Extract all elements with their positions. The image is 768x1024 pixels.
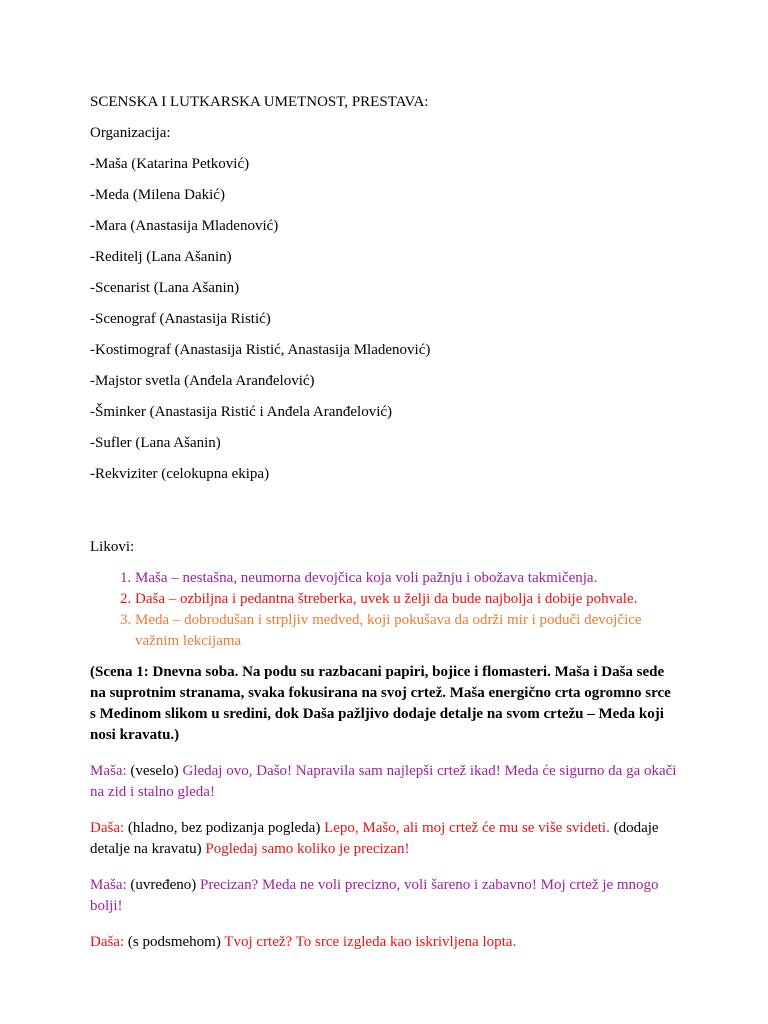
organization-item: -Scenograf (Anastasija Ristić) [90,311,271,327]
character-item-masa: 1. Maša – nestašna, neumorna devojčica koja voli pažnju i obožava takmičenja. [135,568,680,589]
dialogue-speech: Gledaj ovo, Dašo! Napravila sam najlepši crtež ikad! Meda će sigurno da ga okači na zid i stalno gleda! [90,763,677,800]
organization-item: -Mara (Anastasija Mladenović) [90,218,279,234]
stage-direction: (s podsmehom) [124,934,225,950]
organization-item: -Maša (Katarina Petković) [90,156,250,172]
dialogue-speaker: Daša: [90,934,125,950]
document-title: SCENSKA I LUTKARSKA UMETNOST, PRESTAVA: [90,94,429,110]
character-item-dasa: 2. Daša – ozbiljna i pedantna štreberka, uvek u želji da bude najbolja i dobije pohvale. [135,589,680,610]
organization-item: -Sufler (Lana Ašanin) [90,435,221,451]
organization-item: -Meda (Milena Dakić) [90,187,225,203]
dialogue-speaker: Maša: [90,877,127,893]
dialogue-line [90,932,680,953]
character-item-meda: 3. Meda – dobrodušan i strpljiv medved, koji pokušava da održi mir i poduči devojčice važnim lekcijama [135,610,680,652]
scene-description: (Scena 1: Dnevna soba. Na podu su razbacani papiri, bojice i flomasteri. Maša i Daša sede na suprotnim stranama, svaka fokusirana na svoj crtež. Maša energično crta ogromno srce s Medinom slikom u sredini, dok Daša pažljivo dodaje detalje na svom crtežu – Meda koji nosi kravatu.) [90,664,671,743]
dialogue-speech: Pogledaj samo koliko je precizan! [205,841,410,857]
dialogue-speech: Precizan? Meda ne voli precizno, voli šareno i zabavno! Moj crtež je mnogo bolji! [90,877,659,914]
organization-label: Organizacija: [90,125,171,141]
dialogue-line [90,875,680,917]
organization-item: -Scenarist (Lana Ašanin) [90,280,240,296]
dialogue-speaker: Maša: [90,763,127,779]
document-page [90,92,680,968]
organization-item: -Majstor svetla (Anđela Aranđelović) [90,373,315,389]
organization-item: -Šminker (Anastasija Ristić i Anđela Aranđelović) [90,404,393,420]
stage-direction: (hladno, bez podizanja pogleda) [124,820,325,836]
characters-list [90,568,680,652]
stage-direction: (veselo) [126,763,183,779]
dialogue-speech: Lepo, Mašo, ali moj crtež će mu se više svideti. [324,820,610,836]
dialogue-line [90,761,680,803]
characters-label: Likovi: [90,539,135,555]
organization-item: -Rekviziter (celokupna ekipa) [90,466,270,482]
dialogue-speech: Tvoj crtež? To srce izgleda kao iskrivljena lopta. [224,934,517,950]
dialogue-speaker: Daša: [90,820,125,836]
organization-item: -Reditelj (Lana Ašanin) [90,249,232,265]
organization-item: -Kostimograf (Anastasija Ristić, Anastasija Mladenović) [90,342,431,358]
stage-direction: (dodaje detalje na kravatu) [90,820,659,857]
stage-direction: (uvređeno) [126,877,200,893]
dialogue-line [90,818,680,860]
